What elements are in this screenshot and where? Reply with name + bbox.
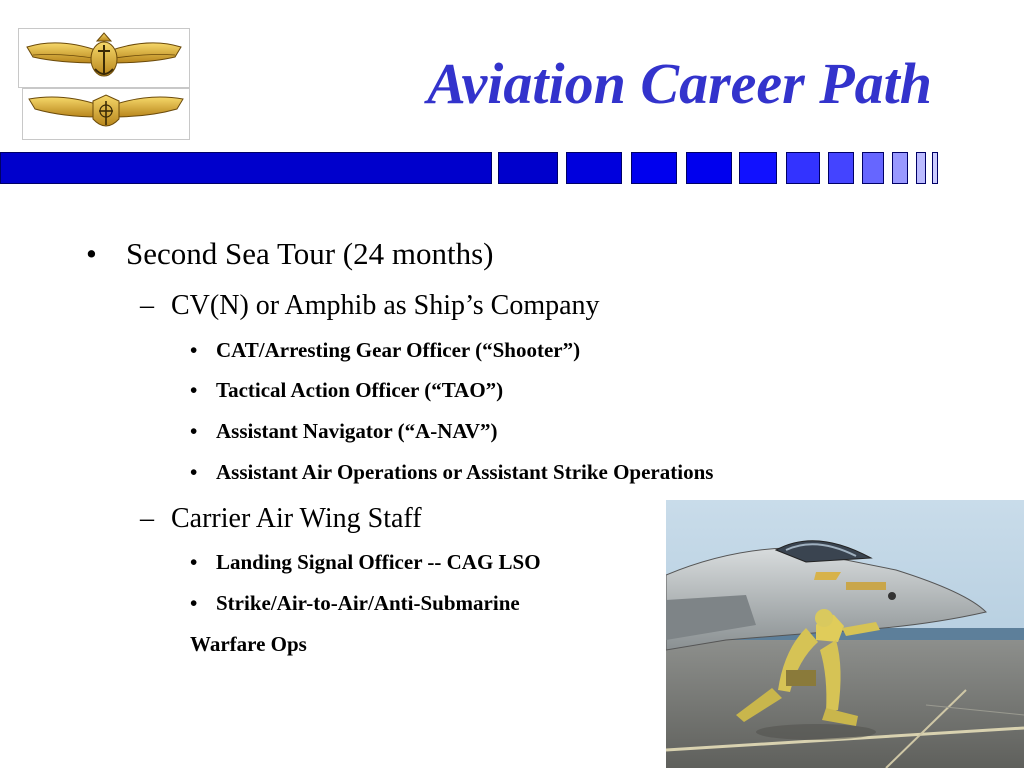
block-bar-segment — [892, 152, 908, 184]
sub-sub-bullet-item — [190, 419, 498, 444]
block-bar-segment — [862, 152, 884, 184]
bullet-marker: – — [140, 503, 154, 534]
block-bar-segment — [828, 152, 854, 184]
bullet-text: Warfare Ops — [190, 632, 307, 656]
bullet-continuation — [190, 632, 307, 657]
bullet-text: Carrier Air Wing Staff — [171, 503, 422, 534]
block-bar-segment — [916, 152, 926, 184]
naval-aviator-wings-icon — [18, 28, 190, 88]
bullet-text: Assistant Navigator (“A-NAV”) — [216, 419, 498, 443]
naval-flight-officer-wings-icon — [22, 88, 190, 140]
bullet-text: Strike/Air-to-Air/Anti-Submarine — [216, 591, 520, 615]
block-bar-long — [0, 152, 492, 184]
decorative-block-bar — [0, 152, 940, 186]
bullet-marker: • — [190, 550, 198, 574]
bullet-marker: – — [140, 290, 154, 321]
sub-sub-bullet-item — [190, 338, 581, 363]
bullet-marker: • — [190, 419, 198, 443]
slide-title: Aviation Career Path — [427, 51, 932, 116]
bullet-text: Tactical Action Officer (“TAO”) — [216, 378, 504, 402]
block-bar-segment — [566, 152, 622, 184]
bullet-marker: • — [190, 338, 198, 362]
bullet-text: Second Sea Tour (24 months) — [126, 236, 494, 271]
bullet-item — [86, 236, 494, 272]
bullet-text: CAT/Arresting Gear Officer (“Shooter”) — [216, 338, 581, 362]
sub-sub-bullet-item — [190, 460, 714, 485]
sub-sub-bullet-item — [190, 550, 541, 575]
sub-sub-bullet-item — [190, 378, 504, 403]
bullet-marker: • — [190, 591, 198, 615]
block-bar-segment — [631, 152, 677, 184]
sub-bullet-item — [140, 290, 600, 322]
bullet-marker: • — [190, 460, 198, 484]
bullet-marker: • — [190, 378, 198, 402]
block-bar-segment — [739, 152, 777, 184]
sub-sub-bullet-item — [190, 591, 520, 616]
block-bar-segment — [498, 152, 558, 184]
block-bar-segment — [932, 152, 938, 184]
block-bar-segment — [786, 152, 820, 184]
bullet-marker: • — [86, 236, 97, 271]
block-bar-segment — [686, 152, 732, 184]
bullet-text: Assistant Air Operations or Assistant Strike Operations — [216, 460, 714, 484]
carrier-deck-catapult-officer-photo — [666, 500, 1024, 768]
bullet-text: Landing Signal Officer -- CAG LSO — [216, 550, 541, 574]
bullet-text: CV(N) or Amphib as Ship’s Company — [171, 290, 600, 321]
sub-bullet-item — [140, 503, 422, 535]
